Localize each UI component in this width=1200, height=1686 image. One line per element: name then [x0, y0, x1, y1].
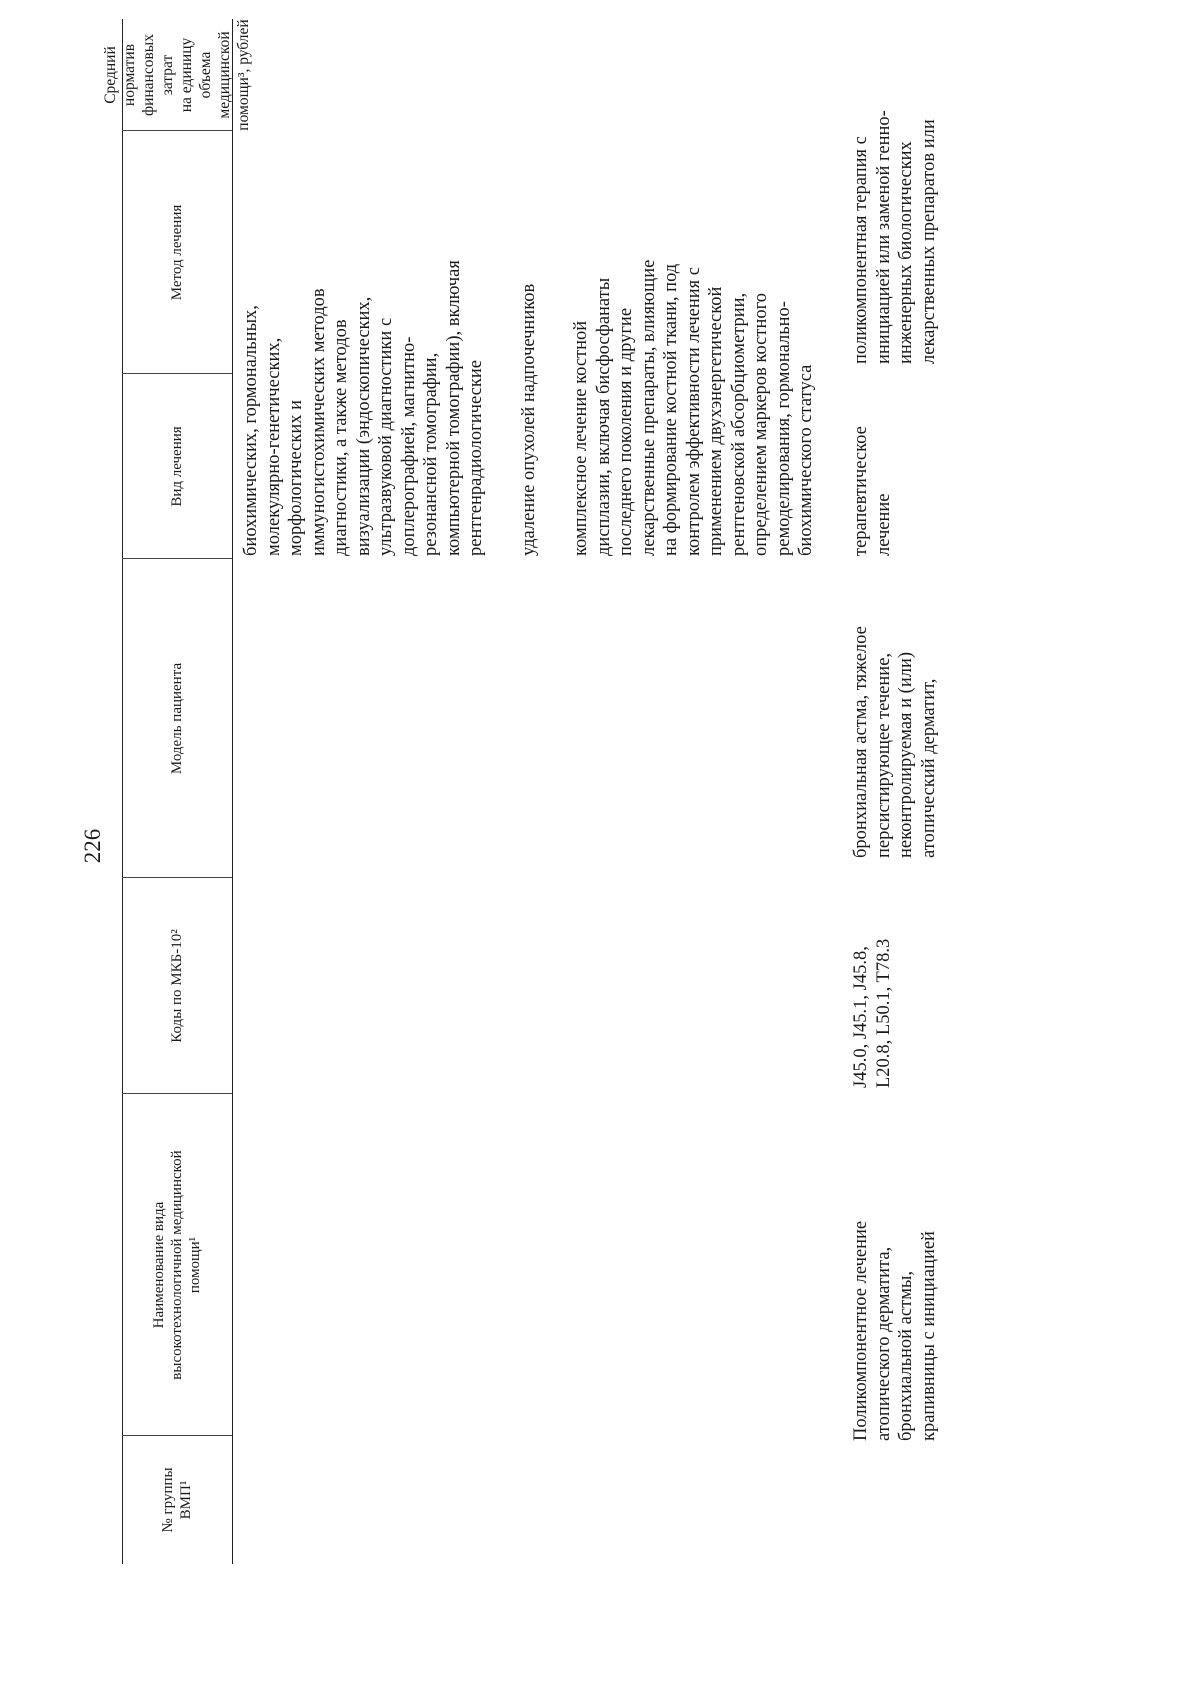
row-treatment-type: терапевтическое лечение	[851, 426, 894, 556]
header-vmp-name: Наименование вида высокотехнологичной медицинской помощи¹	[151, 1150, 203, 1380]
header-method: Метод лечения	[169, 204, 185, 301]
header-icd-codes: Коды по МКБ-10²	[169, 929, 185, 1043]
row-icd-codes: J45.0, J45.1, J45.8, L20.8, L50.1, T78.3	[851, 938, 894, 1088]
header-treatment-type: Вид лечения	[169, 426, 185, 507]
header-bottom-rule	[232, 19, 233, 1564]
row-vmp-name: Поликомпонентное лечение атопического дерматита, бронхиальной астмы, крапивницы с инициацией	[851, 1220, 939, 1441]
method-bone-dysplasia: комплексное лечение костной дисплазии, включая бисфосфанаты последнего поколения и другие лекарственные препараты, влияющие на формирование костной ткани, под контролем эффективности лечения с применением двухэнергетической рентгеновской абсорбциометрии, определением маркеров костного ремоделирования, гормонально- биохимического статуса	[571, 259, 816, 556]
header-group-number: № группы ВМП¹	[160, 1467, 194, 1533]
method-continuation-text: биохимических, гормональных, молекулярно-генетических, морфологических и иммуногистохимических методов диагностики, а также методов визуализации (эндоскопических, ультразвуковой диагностики с доплерографией, магнитно- резонансной томографии, компьютерной томографии), включая рентгенрадиологические	[241, 260, 486, 556]
header-patient-model: Модель пациента	[169, 662, 185, 775]
page-number: 226	[80, 828, 105, 864]
header-cost: Средний норматив финансовых затрат на единицу объема медицинской помощи³, рублей	[102, 19, 252, 131]
method-adrenal-removal: удаление опухолей надпочечников	[519, 283, 539, 556]
row-method: поликомпонентная терапия с инициацией или заменой генно- инженерных биологических лекарственных препаратов или	[851, 110, 939, 364]
row-patient-model: бронхиальная астма, тяжелое персистирующее течение, неконтролируемая и (или) атопический дерматит,	[851, 626, 939, 858]
